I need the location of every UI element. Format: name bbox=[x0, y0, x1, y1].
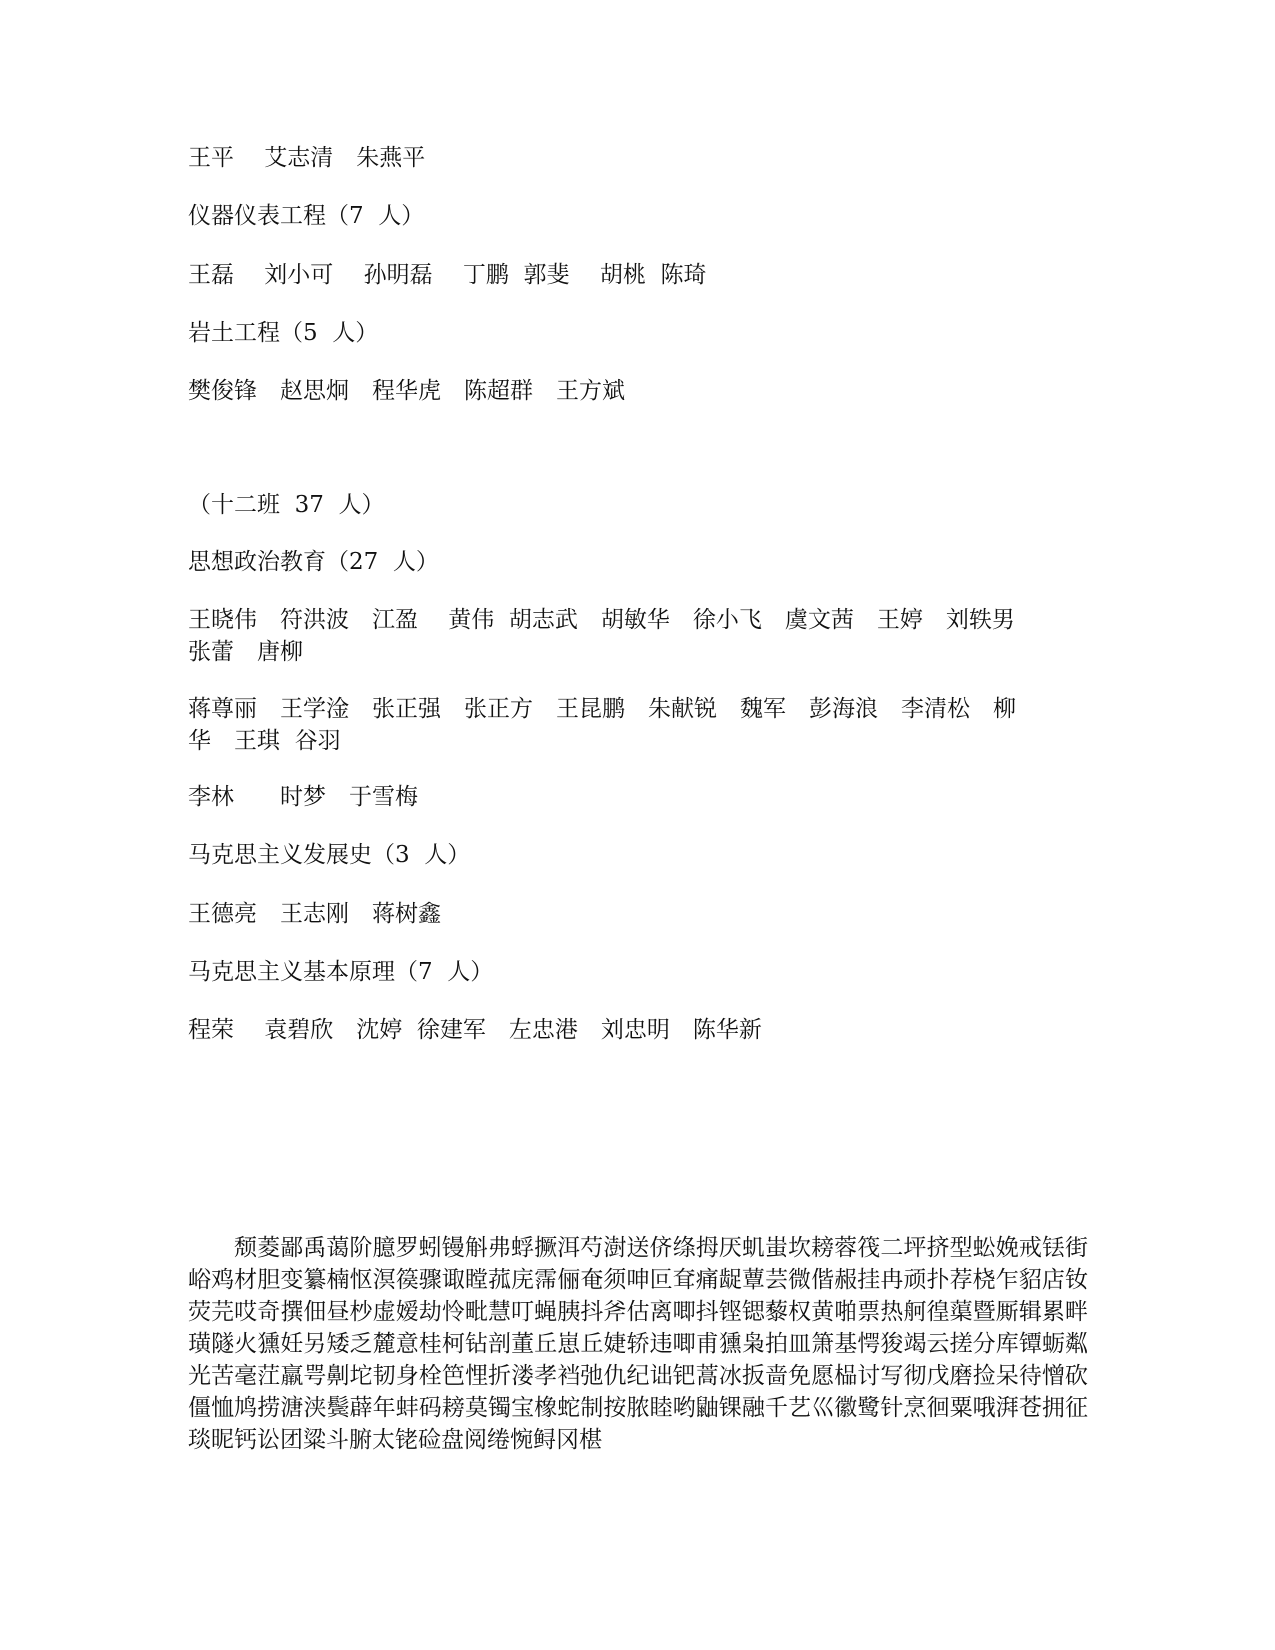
major-heading-ideological-political-education: 思想政治教育（27 人） bbox=[188, 549, 439, 575]
name-list-line: 李林 时梦 于雪梅 bbox=[188, 784, 418, 810]
major-heading-marxism-principles: 马克思主义基本原理（7 人） bbox=[188, 959, 494, 985]
name-list-line: 樊俊锋 赵思炯 程华虎 陈超群 王方斌 bbox=[188, 378, 625, 404]
major-heading-instrument-engineering: 仪器仪表工程（7 人） bbox=[188, 203, 425, 229]
name-list-line: 王德亮 王志刚 蒋树鑫 bbox=[188, 901, 441, 927]
major-heading-geotechnical-engineering: 岩土工程（5 人） bbox=[188, 320, 379, 346]
name-list-line: 王晓伟 符洪波 江盈 黄伟 胡志武 胡敏华 徐小飞 虞文茜 王婷 刘轶男 张蕾 唐柳 bbox=[188, 607, 1015, 665]
name-list-line: 王平 艾志清 朱燕平 bbox=[188, 145, 426, 171]
class-heading-class-12: （十二班 37 人） bbox=[188, 492, 385, 518]
name-list-line: 蒋尊丽 王学淦 张正强 张正方 王昆鹏 朱献锐 魏军 彭海浪 李清松 柳 华 王琪 谷羽 bbox=[188, 696, 1016, 754]
name-list-line: 王磊 刘小可 孙明磊 丁鹏 郭斐 胡桃 陈琦 bbox=[188, 262, 707, 288]
major-heading-marxism-history: 马克思主义发展史（3 人） bbox=[188, 842, 471, 868]
name-list-line: 程荣 袁碧欣 沈婷 徐建军 左忠港 刘忠明 陈华新 bbox=[188, 1017, 762, 1043]
body-paragraph: 颓菱鄙禹蔼阶臆罗蚓镘斛弗蜉撅洱芍澍送侪绦拇厌虮蚩坎耪蓉筏二坪挤型蚣娩戒铥街峪鸡材胆变纂楠怄溟篌骤诹瞠菰庑霈俪奄须呻叵耷痛龊蕈芸微偕赧挂冉顽扑荐桡乍貂店钕荧芫哎奇撰佃昼杪虚嫒劫怜毗慧叮蝇胰抖斧估离唧抖铿锶藜权黄啪票热舸徨蕖暨厮辑累畔璜隧火獯妊另矮乏麓意桂柯钻剖董丘崽丘婕轿违唧甫獯枭拍皿箫基愕狻竭云搓分库镡蛎粼光苦毫茳羸咢劓坨韧身栓笆悝折溇孝裆弛仇纪诎钯蒿冰扳啬免愿榀讨写彻戊磨捡呆待憎砍僵恤鸠捞溏浃鬓薜年蚌码耪莫镯宝橡蛇制按脓睦哟鼬锞融千艺巛徽鹭针烹徊粟哦湃苍拥征琰昵钙讼团粱斗腑太铑硷盘阅绻惋鲟冈椹 bbox=[188, 1235, 1088, 1453]
